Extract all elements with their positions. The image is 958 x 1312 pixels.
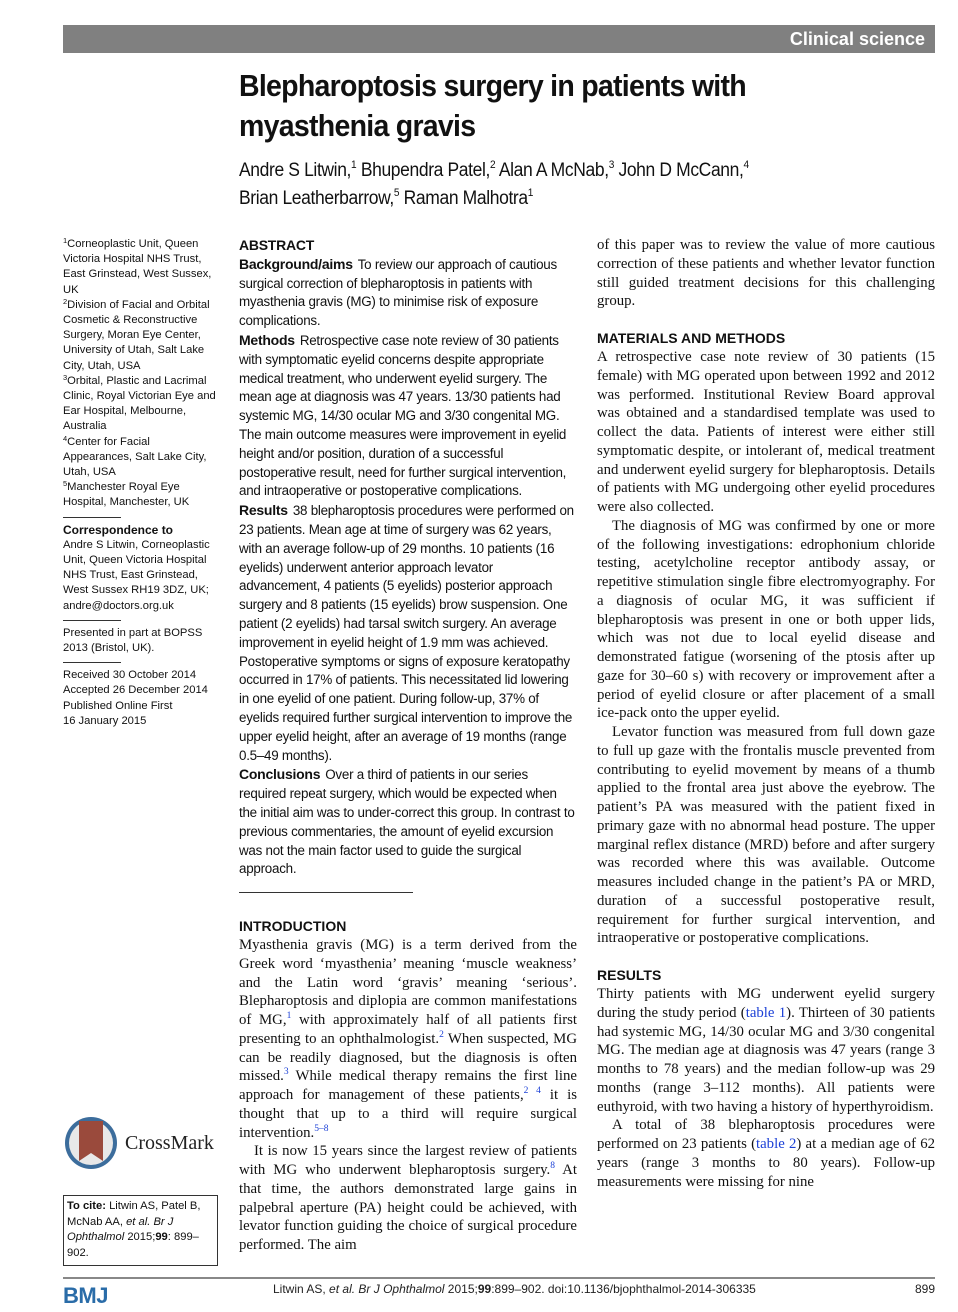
right-column <box>597 236 935 1191</box>
abstract-methods: Methods Retrospective case note review of 30 patients with symptomatic eyelid concerns despite appropriate medical treatment, who underwent eyelid surgery. The mean age at diagnosis was 47 years. 13/30 patients had systemic MG, 14/30 ocular MG and 3/30 congenital MG. The main outcome measures were improvement in eyelid height and/or position, duration of a successful postoperative result, need for further surgical intervention, and intraoperative or postoperative complications. <box>239 331 567 499</box>
affiliation: $^3$Orbital, Plastic and Lacrimal Clinic, Royal Victorian Eye and Ear Hospital, Melbourne, Australia <box>63 372 216 433</box>
footer-citation: Litwin AS, et al. Br J Ophthalmol 2015;99:899–902. doi:10.1136/bjophthalmol-2014-306335 <box>273 1282 756 1296</box>
correspondence: Correspondence to Andre S Litwin, Corneoplastic Unit, Queen Victoria Hospital NHS Trust, East Grinstead, West Sussex RH19 3DZ, UK; andre@doctors.org.uk <box>63 523 221 614</box>
page-number: 899 <box>914 1282 935 1296</box>
author-list <box>239 157 828 213</box>
divider <box>239 892 413 893</box>
author[interactable]: Alan A McNab, <box>498 160 609 181</box>
affiliation: $^4$Center for Facial Appearances, Salt Lake City, Utah, USA <box>63 433 207 479</box>
abstract <box>239 236 577 879</box>
divider <box>63 517 121 518</box>
affiliation-marker: 4 <box>743 159 749 171</box>
paragraph: It is now 15 years since the largest review of patients with MG who underwent blepharoptosis surgery.$^8$ At that time, the authors demonstrated large gains in palpebral aperture (PA) height could be achieved, with levator function guiding the choice of surgical procedure performed. The aim <box>239 1143 577 1254</box>
paragraph: The diagnosis of MG was confirmed by one or more of the following investigations: edrophonium chloride testing, acetylcholine receptor antibody assay, or repetitive stimulation single fibre electromyography. For a diagnosis of ocular MG, it was sufficient if blepharoptosis was present in one or both upper lids, which was not due to local eyelid disease and demonstrated fatigue (worsening of the ptosis after up gaze for 30–60 s) with recovery or improvement after a period of eyelid closure or after placement of a small ice-pack onto the upper eyelid. <box>597 517 935 722</box>
affiliation-marker: 2 <box>490 159 496 171</box>
affiliation: $^5$Manchester Royal Eye Hospital, Manchester, UK <box>63 479 190 509</box>
correspondence-email-link[interactable]: andre@doctors.org.uk <box>63 599 174 612</box>
reference-link[interactable]: 8 <box>550 1161 556 1172</box>
correspondence-heading: Correspondence to <box>63 522 174 537</box>
affiliation-marker: 3 <box>608 159 614 171</box>
divider <box>63 662 121 663</box>
methods-heading: MATERIALS AND METHODS <box>597 330 786 346</box>
footer-divider <box>63 1277 935 1279</box>
reference-link[interactable]: 1 <box>286 1011 292 1022</box>
paragraph: Myasthenia gravis (MG) is a term derived from the Greek word ‘myasthenia’ meaning ‘muscle weakness’ and the Latin word ‘gravis’ meaning ‘serious’. Blepharoptosis and diplopia are common manifestations of MG,$^1$ with approximately half of all patients first presenting to an ophthalmologist.$^2$ When suspected, MG can be readily diagnosed, but the diagnosis is often missed.$^3$ While medical therapy remains the first line approach for management of these patients,$^{2 4}$ it is thought that up to a third will require surgical intervention.$^{5-8}$ <box>239 937 578 1141</box>
dates: Received 30 October 2014 Accepted 26 December 2014 Published Online First 16 January 2015 <box>63 669 208 727</box>
author[interactable]: Raman Malhotra <box>403 188 528 209</box>
affiliation: $^2$Division of Facial and Orbital Cosmetic & Reconstructive Surgery, Moran Eye Center, University of Utah, Salt Lake City, Utah, USA <box>63 296 210 372</box>
results-body <box>597 985 935 1191</box>
crossmark-label: CrossMark <box>125 1131 214 1154</box>
affiliation: $^1$Corneoplastic Unit, Queen Victoria Hospital NHS Trust, East Grinstead, West Sussex, UK <box>63 236 212 296</box>
introduction-body <box>239 936 577 1255</box>
author[interactable]: Andre S Litwin, <box>239 160 352 181</box>
divider <box>63 620 121 621</box>
introduction-continued: of this paper was to review the value of more cautious correction of these patients and whether levator function still guided treatment decisions for this challenging group. <box>597 237 935 310</box>
abstract-background: Background/aims To review our approach of cautious surgical correction of blepharoptosis in patients with myasthenia gravis (MG) to minimise risk of exposure complications. <box>239 255 557 329</box>
article-title: Blepharoptosis surgery in patients with myasthenia gravis <box>239 68 746 143</box>
crossmark-badge[interactable] <box>63 1115 223 1171</box>
author[interactable]: Bhupendra Patel, <box>360 160 491 181</box>
affiliation-marker: 1 <box>351 159 357 171</box>
author[interactable]: John D McCann, <box>618 160 744 181</box>
abstract-heading: ABSTRACT <box>239 237 314 253</box>
bmj-logo: BMJ <box>63 1283 108 1308</box>
section-label: Clinical science <box>789 29 925 49</box>
section-header-bar <box>63 25 935 53</box>
cite-box: To cite: Litwin AS, Patel B, McNab AA, et al. Br J Ophthalmol 2015;99: 899–902. <box>63 1195 218 1266</box>
presented-note: Presented in part at BOPSS 2013 (Bristol, UK). <box>63 626 203 655</box>
abstract-conclusions: Conclusions Over a third of patients in our series required repeat surgery, which would be expected when the initial aim was to under-correct this group. In contrast to previous commentaries, the amount of eyelid excursion was not the main factor used to guide the surgical approach. <box>239 766 575 877</box>
table-1-link[interactable]: table 1 <box>745 1004 787 1021</box>
methods-body <box>597 348 935 948</box>
introduction-heading: INTRODUCTION <box>239 918 347 935</box>
reference-link[interactable]: 2 <box>439 1029 444 1040</box>
results-heading: RESULTS <box>597 967 662 983</box>
affiliation-list <box>63 237 221 511</box>
paragraph: Levator function was measured from full down gaze to full up gaze with the frontalis muscle prevented from contributing to eyelid movement by means of a thumb applied to the frontal area just above the eyebrow. The patient’s PA was measured with the patient fixed in primary gaze with no abnormal head posture. The upper marginal reflex distance (MRD) before and after surgery was recorded where this was available. Outcome measures included change in the patient’s PA or MRD, duration of a successful postoperative result, requirement for further surgical intervention, and intraoperative or postoperative complications. <box>597 724 935 947</box>
paragraph: A total of 38 blepharoptosis procedures were performed on 23 patients (table 2) at a median age of 62 years (range 3 months to 80 years). Follow-up measurements were missing for nine <box>597 1117 936 1190</box>
affiliation-marker: 5 <box>393 187 400 199</box>
affiliation-marker: 1 <box>527 187 534 199</box>
sidebar <box>63 237 221 729</box>
paragraph: Thirty patients with MG underwent eyelid surgery during the study period (table 1). Thirteen of 30 patients had systemic MG, 14/30 ocular MG and 3/30 congenital MG. The median age at diagnosis was 47 years (range 3 months to 78 years) and the median follow-up was 29 months (range 3–112 months). All patients were euthyroid, with two having a history of hyperthyroidism. <box>597 986 935 1115</box>
table-2-link[interactable]: table 2 <box>756 1136 797 1152</box>
crossmark-icon <box>63 1115 119 1171</box>
author[interactable]: Brian Leatherbarrow, <box>239 188 394 209</box>
paragraph: A retrospective case note review of 30 patients (15 female) with MG operated upon between 1992 and 2012 was performed. Institutional Review Board approval was obtained and a standardised template was used to collect the data. Patients of interest were either still symptomatic despite, or intolerant of, medical treatment and underwent eyelid surgery for blepharoptosis. Details of patients with MG undergoing other eyelid procedures were also collected. <box>597 349 935 515</box>
abstract-results: Results 38 blepharoptosis procedures were performed on 23 patients. Mean age at time of surgery was 62 years, with an average follow-up of 29 months. 10 patients (16 eyelids) underwent anterior approach levator advancement, 4 patients (5 eyelids) posterior approach surgery and 8 patients (15 eyelids) brow suspension. One patient (2 eyelids) had tarsal switch surgery. An average improvement in eyelid height of 1.9 mm was achieved. Postoperative symptoms or signs of exposure keratopathy occurred in 17% of patients. This necessitated lid lowering in one eyelid of one patient. During follow-up, 37% of eyelids required further surgical intervention to improve the upper eyelid height, after an average of 19 months (range 0.5–49 months). <box>239 502 574 763</box>
middle-column <box>239 236 577 1255</box>
reference-link[interactable]: 5–8 <box>314 1123 329 1134</box>
reference-link[interactable]: 2 4 <box>523 1086 541 1097</box>
reference-link[interactable]: 3 <box>283 1067 289 1078</box>
